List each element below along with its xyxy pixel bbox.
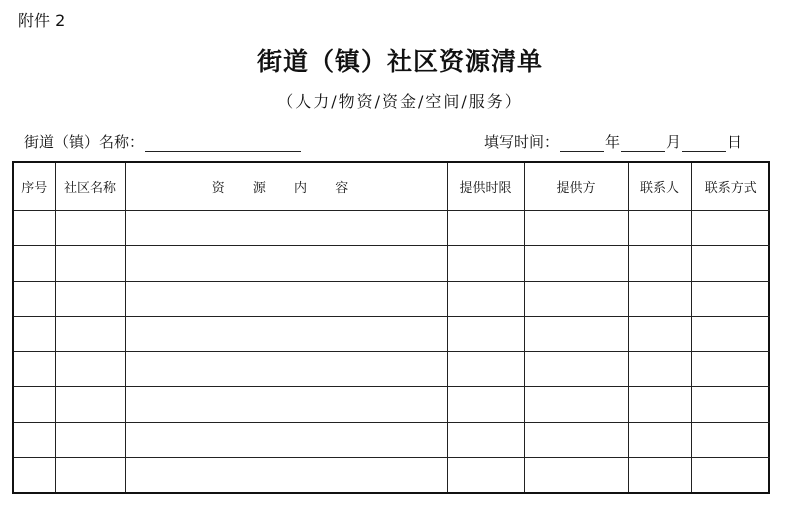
street-name-label: 街道（镇）名称： (24, 133, 145, 151)
header-time-limit: 提供时限 (447, 163, 524, 211)
cell-contact-method[interactable] (691, 387, 770, 422)
attachment-label: 附件 2 (18, 11, 66, 30)
cell-contact-method[interactable] (691, 422, 770, 457)
street-name-blank[interactable] (145, 135, 301, 152)
cell-serial[interactable] (14, 316, 55, 351)
cell-time-limit[interactable] (447, 422, 524, 457)
cell-community-name[interactable] (55, 387, 125, 422)
table-row (14, 457, 770, 492)
cell-contact-person[interactable] (628, 211, 691, 246)
fill-time-label: 填写时间： (484, 133, 560, 151)
cell-resource-content[interactable] (125, 387, 447, 422)
cell-provider[interactable] (524, 387, 628, 422)
page-title: 街道（镇）社区资源清单 (256, 47, 543, 76)
fill-time-field (484, 131, 742, 152)
cell-contact-person[interactable] (628, 422, 691, 457)
day-blank[interactable] (682, 135, 726, 152)
cell-provider[interactable] (524, 457, 628, 492)
cell-provider[interactable] (524, 352, 628, 387)
header-contact-person: 联系人 (628, 163, 691, 211)
cell-provider[interactable] (524, 281, 628, 316)
cell-community-name[interactable] (55, 352, 125, 387)
cell-contact-person[interactable] (628, 457, 691, 492)
cell-serial[interactable] (14, 211, 55, 246)
cell-community-name[interactable] (55, 316, 125, 351)
table-row (14, 352, 770, 387)
table-row (14, 422, 770, 457)
cell-serial[interactable] (14, 457, 55, 492)
cell-resource-content[interactable] (125, 211, 447, 246)
cell-contact-person[interactable] (628, 281, 691, 316)
cell-contact-person[interactable] (628, 246, 691, 281)
table-row (14, 211, 770, 246)
cell-time-limit[interactable] (447, 211, 524, 246)
cell-provider[interactable] (524, 246, 628, 281)
cell-community-name[interactable] (55, 422, 125, 457)
year-blank[interactable] (560, 135, 604, 152)
cell-serial[interactable] (14, 387, 55, 422)
cell-time-limit[interactable] (447, 387, 524, 422)
header-resource-content: 资 源 内 容 (125, 163, 447, 211)
header-community-name: 社区名称 (55, 163, 125, 211)
cell-provider[interactable] (524, 316, 628, 351)
header-provider: 提供方 (524, 163, 628, 211)
cell-provider[interactable] (524, 422, 628, 457)
cell-community-name[interactable] (55, 281, 125, 316)
month-blank[interactable] (621, 135, 665, 152)
cell-provider[interactable] (524, 211, 628, 246)
cell-serial[interactable] (14, 281, 55, 316)
cell-serial[interactable] (14, 246, 55, 281)
cell-resource-content[interactable] (125, 281, 447, 316)
table-row (14, 316, 770, 351)
cell-contact-method[interactable] (691, 457, 770, 492)
cell-contact-person[interactable] (628, 387, 691, 422)
cell-resource-content[interactable] (125, 422, 447, 457)
header-contact-method: 联系方式 (691, 163, 770, 211)
cell-time-limit[interactable] (447, 457, 524, 492)
cell-contact-method[interactable] (691, 352, 770, 387)
cell-community-name[interactable] (55, 211, 125, 246)
table-row (14, 281, 770, 316)
cell-resource-content[interactable] (125, 316, 447, 351)
cell-serial[interactable] (14, 352, 55, 387)
cell-time-limit[interactable] (447, 316, 524, 351)
page-subtitle: （人力/物资/资金/空间/服务） (277, 92, 523, 111)
cell-time-limit[interactable] (447, 281, 524, 316)
table-body (14, 211, 770, 493)
cell-time-limit[interactable] (447, 352, 524, 387)
year-label: 年 (605, 133, 621, 151)
cell-community-name[interactable] (55, 246, 125, 281)
cell-time-limit[interactable] (447, 246, 524, 281)
cell-contact-method[interactable] (691, 246, 770, 281)
cell-community-name[interactable] (55, 457, 125, 492)
cell-contact-method[interactable] (691, 316, 770, 351)
cell-resource-content[interactable] (125, 246, 447, 281)
cell-resource-content[interactable] (125, 352, 447, 387)
table-header-row (14, 163, 770, 211)
resource-table-grid (14, 163, 770, 492)
cell-contact-person[interactable] (628, 352, 691, 387)
cell-contact-person[interactable] (628, 316, 691, 351)
header-serial: 序号 (14, 163, 55, 211)
table-row (14, 246, 770, 281)
cell-contact-method[interactable] (691, 211, 770, 246)
table-row (14, 387, 770, 422)
day-label: 日 (727, 133, 743, 151)
resource-table (12, 161, 770, 494)
street-name-field (24, 131, 302, 152)
month-label: 月 (666, 133, 682, 151)
cell-contact-method[interactable] (691, 281, 770, 316)
cell-resource-content[interactable] (125, 457, 447, 492)
cell-serial[interactable] (14, 422, 55, 457)
